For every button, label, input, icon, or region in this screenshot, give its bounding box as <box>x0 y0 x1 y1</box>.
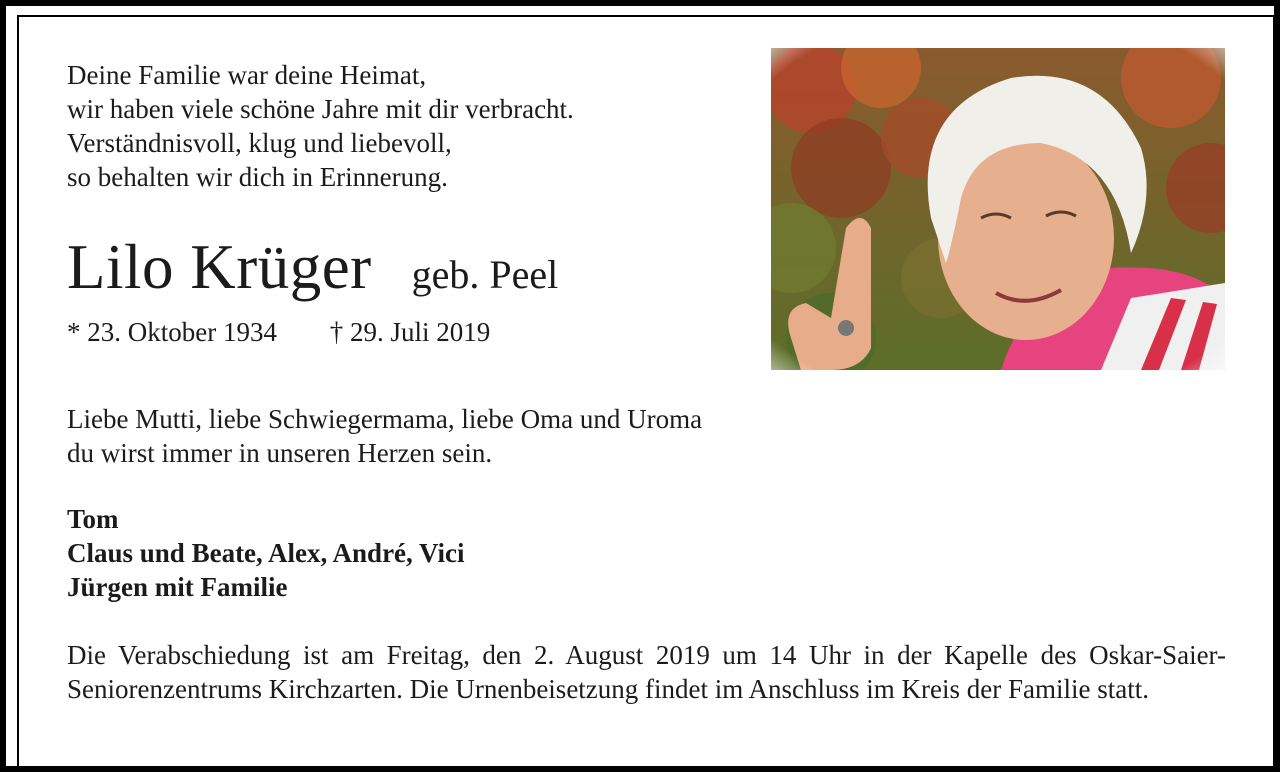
memorial-poem <box>67 58 574 194</box>
mourners-list <box>67 502 465 604</box>
poem-line: so behalten wir dich in Erinnerung. <box>67 162 448 192</box>
birth-date: * 23. Oktober 1934 <box>67 317 277 347</box>
funeral-notice: Die Verabschiedung ist am Freitag, den 2. August 2019 um 14 Uhr in der Kapelle des Oskar-Saier-Seniorenzentrums Kirchzarten. Die Urnenbeisetzung findet im Anschluss im Kreis der Familie statt. <box>67 640 1226 704</box>
name-row <box>67 230 558 312</box>
poem-line: Deine Familie war deine Heimat, <box>67 60 427 90</box>
life-dates <box>67 315 490 349</box>
poem-line: Verständnisvoll, klug und liebevoll, <box>67 128 452 158</box>
farewell-message <box>67 402 702 470</box>
mourner-line: Tom <box>67 504 119 534</box>
mourner-line: Jürgen mit Familie <box>67 572 288 602</box>
portrait-photo <box>771 48 1225 370</box>
maiden-name: geb. Peel <box>411 252 559 297</box>
death-date: † 29. Juli 2019 <box>329 317 491 347</box>
message-line: Liebe Mutti, liebe Schwiegermama, liebe Oma und Uroma <box>67 404 703 434</box>
poem-line: wir haben viele schöne Jahre mit dir verbracht. <box>67 94 574 124</box>
message-line: du wirst immer in unseren Herzen sein. <box>67 438 493 468</box>
portrait-image <box>771 48 1225 370</box>
deceased-name: Lilo Krüger <box>67 232 372 302</box>
mourner-line: Claus und Beate, Alex, André, Vici <box>67 538 465 568</box>
